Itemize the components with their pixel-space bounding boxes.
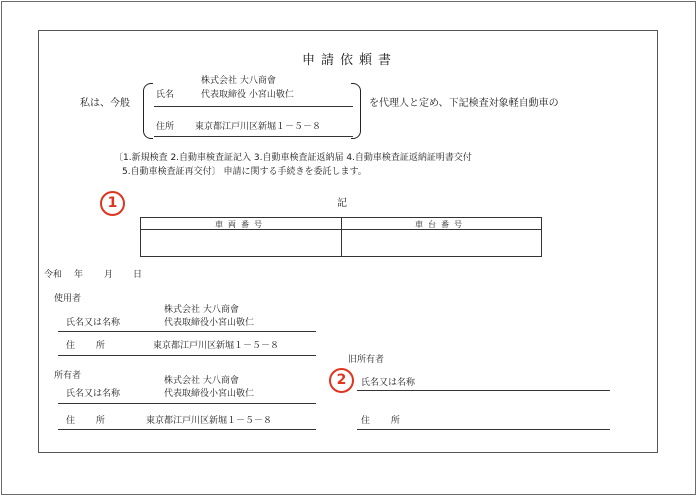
owner-name-value: 代表取締役小宮山敬仁 — [164, 389, 255, 399]
user-company: 株式会社 大八商會 — [164, 305, 239, 315]
agent-name-label: 氏名 — [156, 90, 175, 100]
agent-address-underline — [154, 136, 353, 137]
owner-heading: 所有者 — [54, 371, 82, 381]
marker-1-icon: 1 — [100, 191, 125, 216]
document-title: 申請依頼書 — [301, 53, 397, 68]
former-owner-heading: 旧所有者 — [348, 355, 385, 365]
former-owner-address-underline — [357, 429, 610, 430]
marker-2-icon: 2 — [329, 368, 354, 393]
owner-company: 株式会社 大八商會 — [164, 376, 239, 386]
owner-address-underline — [58, 429, 316, 430]
former-owner-address-label: 住 所 — [361, 416, 400, 426]
agent-address-label: 住所 — [156, 122, 175, 132]
agent-company: 株式会社 大八商會 — [201, 76, 276, 86]
former-owner-name-label: 氏名又は名称 — [361, 378, 416, 388]
chassis-number-header: 車台番号 — [415, 220, 467, 229]
owner-name-label: 氏名又は名称 — [66, 389, 121, 399]
date-year: 年 — [74, 270, 84, 280]
user-address-value: 東京都江戸川区新堀１－５－８ — [153, 341, 280, 351]
right-bracket — [351, 83, 361, 139]
owner-address-value: 東京都江戸川区新堀１－５－８ — [146, 416, 273, 426]
user-address-underline — [58, 355, 316, 356]
date-day: 日 — [133, 270, 143, 280]
ki-heading: 記 — [337, 198, 347, 209]
owner-name-underline — [58, 403, 316, 404]
user-name-label: 氏名又は名称 — [66, 318, 121, 328]
intro-suffix: を代理人と定め、下記検査対象軽自動車の — [369, 98, 559, 109]
user-heading: 使用者 — [54, 294, 82, 304]
intro-prefix: 私は、今般 — [80, 98, 130, 109]
procedure-options-line1: 〔1.新規検査 2.自動車検査証記入 3.自動車検査証返納届 4.自動車検査証返納証明書交付 — [114, 153, 472, 163]
former-owner-name-underline — [357, 390, 610, 391]
date-era: 令和 — [44, 270, 63, 280]
agent-name-underline — [154, 106, 353, 107]
left-bracket — [143, 83, 153, 139]
user-name-underline — [58, 331, 316, 332]
agent-name-value: 代表取締役 小宮山敬仁 — [201, 90, 294, 100]
owner-address-label: 住 所 — [66, 416, 105, 426]
vehicle-number-header: 車両番号 — [215, 220, 267, 229]
user-name-value: 代表取締役小宮山敬仁 — [164, 318, 255, 328]
user-address-label: 住 所 — [66, 341, 105, 351]
agent-address-value: 東京都江戸川区新堀１－５－８ — [195, 122, 322, 132]
vehicle-number-table — [140, 217, 542, 257]
procedure-options-line2: 5.自動車検査証再交付〕 申請に関する手続きを委託します。 — [122, 167, 367, 177]
date-month: 月 — [104, 270, 114, 280]
